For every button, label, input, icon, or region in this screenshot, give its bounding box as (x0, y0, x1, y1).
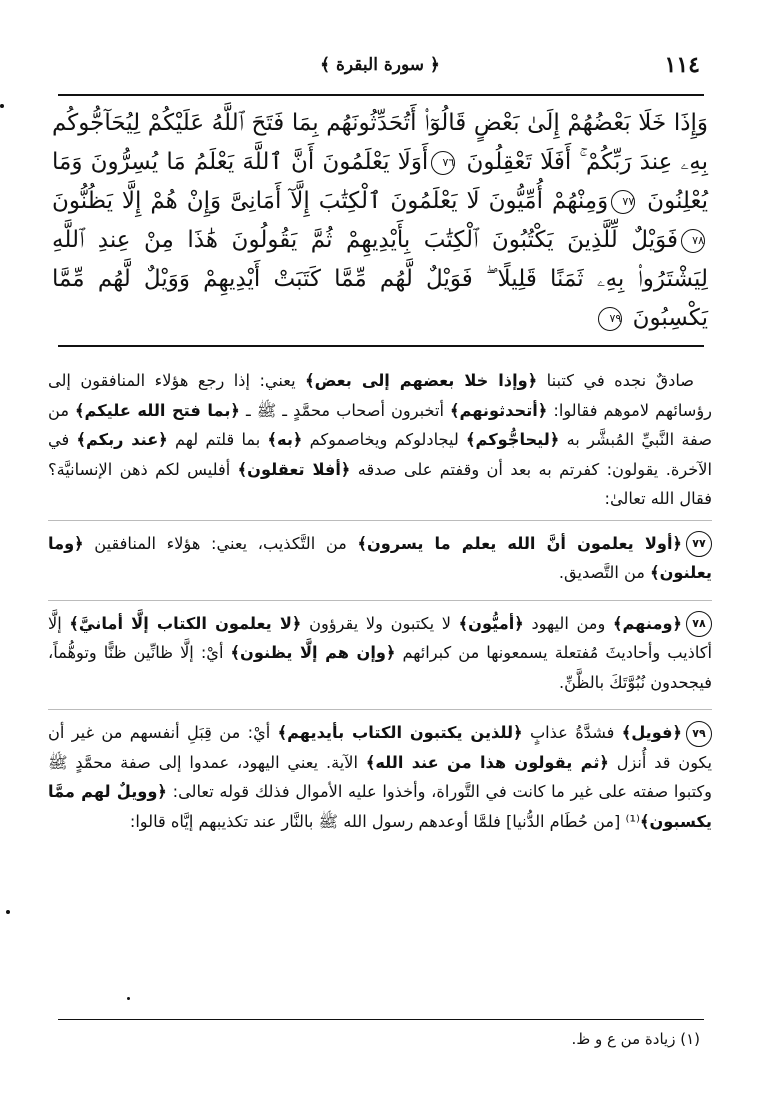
quoted-verse: ﴿ثم يقولون هذا من عند الله﴾ (365, 752, 609, 772)
footnote-text: زيادة من ع و ظ. (571, 1030, 676, 1048)
ayah-text: وَمِنْهُمْ أُمِّيُّونَ لَا يَعْلَمُونَ ٱلْكِتَٰبَ إِلَّآ أَمَانِىَّ وَإِنْ هُمْ إِلَّا يَظُنُّونَ (52, 188, 609, 214)
commentary-text: لا يكتبون ولا يقرؤون (301, 613, 459, 633)
quoted-verse: ﴿وما يعلنون﴾ (48, 533, 712, 582)
margin-dot (6, 910, 10, 914)
quoted-verse: ﴿به﴾ (267, 430, 303, 449)
ayah-number-marker: ٧٦ (431, 151, 455, 175)
verse-number-badge: ٧٨ (686, 611, 712, 637)
quoted-verse: ﴿أفلا تعقلون﴾ (237, 459, 351, 479)
tafsir-blocks (48, 520, 712, 843)
page-header (60, 52, 700, 88)
ayah-number-marker: ٧٧ (611, 190, 635, 214)
commentary-text: من التَّكذيب، يعني: هؤلاء المنافقين (83, 533, 358, 553)
commentary-text: أتخبرون أصحاب محمَّدٍ ـ ﷺ ـ (239, 400, 451, 420)
footnote-rule (58, 1019, 704, 1020)
commentary-text: ⁽¹⁾ [من حُطَام الدُّنيا] فلمَّا أوعدهم رسول الله ﷺ بالنَّار عند تكذيبهم إيَّاه قالوا: (129, 811, 640, 831)
section-divider (48, 600, 712, 601)
margin-dot (127, 997, 130, 1000)
quoted-verse: ﴿عند ربكم﴾ (76, 430, 168, 449)
commentary-text: صادقٌ نجده في كتبنا (537, 371, 695, 390)
commentary-text: أيْ: إلَّا ظانِّين ظنًّا وتوهُّماً، فيجحدون نُبُوَّتَكَ بالظَّنِّ. (48, 643, 712, 692)
quoted-verse: ﴿وإن هم إلَّا يظنون﴾ (230, 643, 396, 662)
commentary-text: إلَّا أكاذيب وأحاديثَ مُفتعلة يسمعونها من كبرائهم (48, 613, 712, 662)
ayah-number-marker: ٧٨ (681, 229, 705, 253)
surah-title: ﴿ سورة البقرة ﴾ (320, 55, 440, 75)
commentary-text: فشدَّةُ عذابٍ (522, 723, 622, 742)
footnote-number: (١) (680, 1030, 700, 1048)
tafsir-block (48, 712, 712, 842)
commentary-text: في الآخرة. يقولون: كفرتم به بعد أن وقفتم على صدقه (48, 430, 712, 479)
tafsir-block (48, 603, 712, 704)
verse-number-badge: ٧٧ (686, 531, 712, 557)
quoted-verse: ﴿لا يعلمون الكتاب إلَّا أمانيَّ﴾ (69, 613, 302, 633)
quoted-verse: ﴿أتحدثونهم﴾ (450, 400, 548, 420)
tafsir-intro (48, 366, 712, 514)
commentary-text: من صفة النَّبيِّ المُبشَّر به (48, 400, 712, 449)
quoted-verse: ﴿وويلٌ لهم ممَّا يكسبون﴾ (48, 782, 712, 831)
quoted-verse: ﴿فويل﴾ (621, 723, 682, 742)
section-divider (48, 709, 712, 710)
commentary-text: من التَّصديق. (558, 563, 651, 582)
commentary-text: ليجادلوكم ويخاصموكم (302, 430, 467, 449)
footnote (572, 1030, 700, 1048)
quran-text (52, 104, 708, 340)
margin-dot (0, 104, 4, 108)
tafsir-block (48, 523, 712, 594)
quoted-verse: ﴿أولا يعلمون أنَّ الله يعلم ما يسرون﴾ (357, 533, 682, 553)
ayah-text: فَوَيْلٌ لِّلَّذِينَ يَكْتُبُونَ ٱلْكِتَٰبَ بِأَيْدِيهِمْ ثُمَّ يَقُولُونَ هَٰذَا مِنْ عِندِ ٱللَّهِ لِيَشْتَرُوا۟ بِهِۦ ثَمَنًا قَلِيلًا ۖ فَوَيْلٌ لَّهُم مِّمَّا كَتَبَتْ أَيْدِيهِمْ وَوَيْلٌ لَّهُم مِّمَّا يَكْسِبُونَ (52, 227, 708, 331)
ayah-text: وَإِذَا خَلَا بَعْضُهُمْ إِلَىٰ بَعْضٍ قَالُوٓا۟ أَتُحَدِّثُونَهُم بِمَا فَتَحَ ٱللَّهُ عَلَيْكُمْ لِيُحَآجُّوكُم بِهِۦ عِندَ رَبِّكُمْ ۚ أَفَلَا تَعْقِلُونَ (52, 110, 708, 175)
section-divider (48, 520, 712, 521)
quran-rule (58, 345, 704, 347)
verse-number-badge: ٧٩ (686, 721, 712, 747)
quoted-verse: ﴿بما فتح الله عليكم﴾ (75, 400, 240, 420)
page-number: ١١٤ (664, 52, 700, 78)
commentary-text: أفليس لكم ذهن الإنسانيَّة؟ فقال الله تعالىٰ: (48, 459, 712, 508)
ayah-number-marker: ٧٩ (598, 307, 622, 331)
commentary-text: أيْ: من قِبَلِ أنفسهم من غير أن يكون قد أُنزل (48, 723, 713, 772)
quoted-verse: ﴿للذين يكتبون الكتاب بأيديهم﴾ (277, 723, 523, 742)
quoted-verse: ﴿وإذا خلا بعضهم إلى بعض﴾ (305, 371, 538, 390)
quoted-verse: ﴿ومنهم﴾ (612, 613, 683, 633)
commentary-text: يعني: إذا رجع هؤلاء المنافقون إلى رؤسائهم لاموهم فقالوا: (48, 371, 712, 420)
commentary-text: ومن اليهود (523, 613, 613, 633)
tafsir-body (48, 366, 712, 848)
quoted-verse: ﴿ليحاجُّوكم﴾ (466, 430, 560, 449)
commentary-text: الآية. يعني اليهود، عمدوا إلى صفة محمَّدٍ ﷺ وكتبوا صفته على غير ما كانت في التَّوراة، وأخذوا عليه الأموال فذلك قوله تعالى: (48, 752, 712, 801)
ayah-text: أَوَلَا يَعْلَمُونَ أَنَّ ٱللَّهَ يَعْلَمُ مَا يُسِرُّونَ وَمَا يُعْلِنُونَ (52, 149, 708, 214)
quoted-verse: ﴿أميُّون﴾ (458, 613, 524, 633)
commentary-text: بما قلتم لهم (167, 430, 268, 449)
header-rule (58, 94, 704, 96)
